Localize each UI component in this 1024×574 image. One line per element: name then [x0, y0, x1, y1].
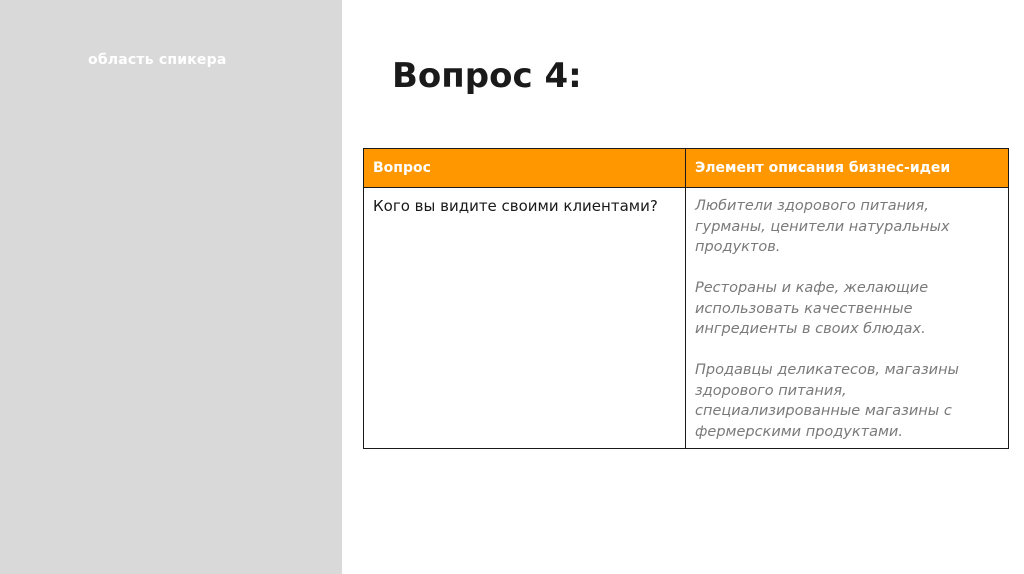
header-question: Вопрос — [364, 149, 686, 188]
table-row — [364, 188, 1009, 449]
slide-title: Вопрос 4: — [392, 56, 582, 96]
table-header-row — [364, 149, 1009, 188]
question-cell — [364, 188, 686, 449]
business-idea-table — [363, 148, 1009, 449]
answer-paragraph-2: Рестораны и кафе, желающие использовать качественные ингредиенты в своих блюдах. — [695, 280, 929, 337]
answer-cell — [686, 188, 1009, 449]
speaker-area-panel — [0, 0, 342, 574]
answer-paragraph-1: Любители здорового питания, гурманы, ценители натуральных продуктов. — [695, 198, 950, 255]
header-element: Элемент описания бизнес-идеи — [686, 149, 1009, 188]
speaker-area-label: область спикера — [88, 52, 227, 68]
answer-paragraph-3: Продавцы деликатесов, магазины здорового питания, специализированные магазины с фермерскими продуктами. — [695, 362, 960, 440]
question-text: Кого вы видите своими клиентами? — [373, 197, 658, 215]
